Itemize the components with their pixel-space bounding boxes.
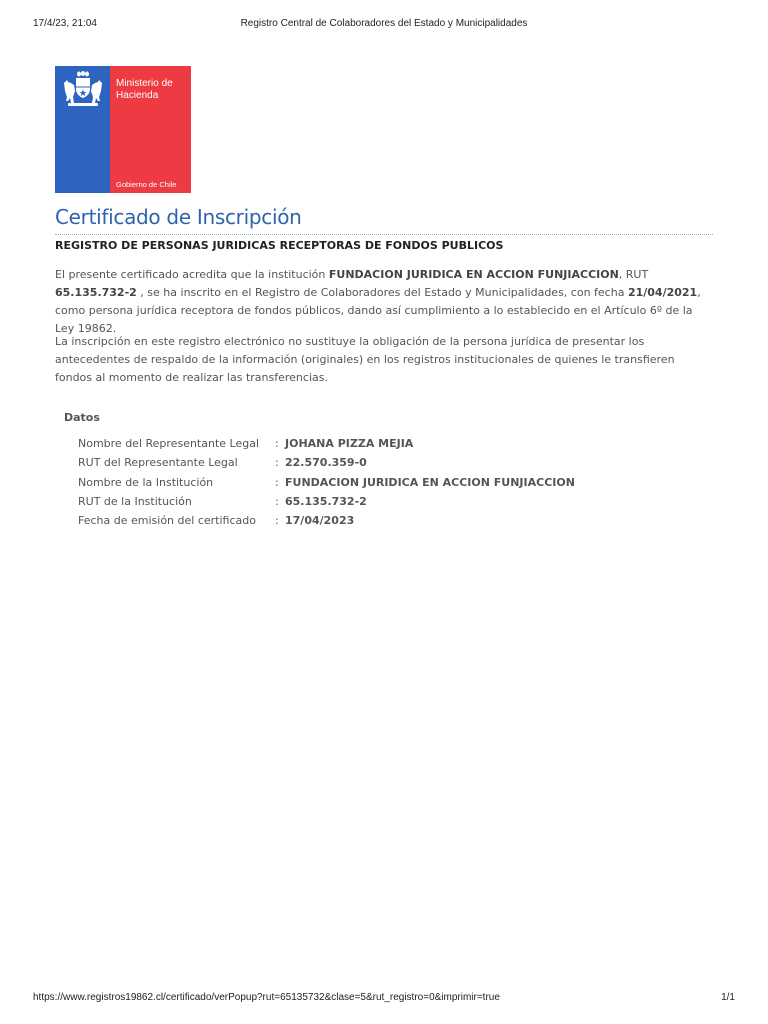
logo-blue-panel: [55, 66, 110, 193]
datos-value: 22.570.359-0: [285, 456, 367, 470]
datos-section-title: Datos: [64, 411, 100, 424]
statement-date: 21/04/2021: [627, 286, 698, 299]
print-page-number: 1/1: [721, 992, 735, 1003]
print-url: https://www.registros19862.cl/certificado/verPopup?rut=65135732&clase=5&rut_registro=0&imprimir=true: [33, 992, 500, 1003]
statement-rut: 65.135.732-2: [55, 286, 137, 299]
datos-label: RUT del Representante Legal: [78, 456, 238, 470]
datos-label: Fecha de emisión del certificado: [78, 514, 256, 528]
ministry-line-2: Hacienda: [116, 90, 159, 101]
datos-label: Nombre de la Institución: [78, 475, 214, 489]
datos-value: 65.135.732-2: [285, 494, 367, 508]
statement-text-1: El presente certificado acredita que la institución: [55, 268, 329, 281]
datos-value: FUNDACION JURIDICA EN ACCION FUNJIACCION: [285, 475, 575, 489]
ministry-line-1: Ministerio de: [116, 78, 173, 89]
logo-red-panel: [110, 66, 191, 193]
title-divider: [55, 234, 713, 235]
print-header: [33, 18, 735, 32]
print-date: 17/4/23, 21:04: [33, 18, 97, 29]
print-page-title: Registro Central de Colaboradores del Estado y Municipalidades: [240, 18, 528, 29]
statement-text-3: , se ha inscrito en el Registro de Colaboradores del Estado y Municipalidades, con fecha: [136, 286, 628, 299]
datos-label: Nombre del Representante Legal: [78, 437, 260, 450]
government-label: Gobierno de Chile: [116, 180, 177, 189]
chile-coat-of-arms-icon: [60, 71, 106, 107]
ministry-name: [116, 78, 188, 102]
datos-separator: :: [275, 475, 279, 489]
datos-separator: :: [275, 456, 279, 470]
statement-text-2: , RUT: [618, 268, 649, 281]
datos-separator: :: [275, 437, 279, 450]
ministerio-hacienda-logo: [55, 66, 191, 193]
statement-institution: FUNDACION JURIDICA EN ACCION FUNJIACCION: [328, 268, 619, 281]
datos-label: RUT de la Institución: [78, 494, 192, 508]
registry-heading: REGISTRO DE PERSONAS JURIDICAS RECEPTORAS DE FONDOS PUBLICOS: [55, 239, 504, 252]
datos-separator: :: [275, 514, 279, 528]
certificate-title: Certificado de Inscripción: [55, 205, 302, 229]
print-footer: [33, 992, 735, 1006]
datos-value: JOHANA PIZZA MEJIA: [285, 437, 414, 450]
certificate-disclaimer: La inscripción en este registro electrónico no sustituye la obligación de la persona jurídica de presentar los antecedentes de respaldo de la información (originales) en los registros institucionales de quienes le transfieren fondos al momento de realizar las transferencias.: [55, 335, 675, 384]
certificate-statement: [55, 266, 715, 338]
datos-value: 17/04/2023: [285, 514, 355, 528]
datos-separator: :: [275, 494, 279, 508]
statement-text-4: , como persona jurídica receptora de fondos públicos, dando así cumplimiento a lo establecido en el Artículo 6º de la Ley 19862.: [55, 286, 701, 335]
